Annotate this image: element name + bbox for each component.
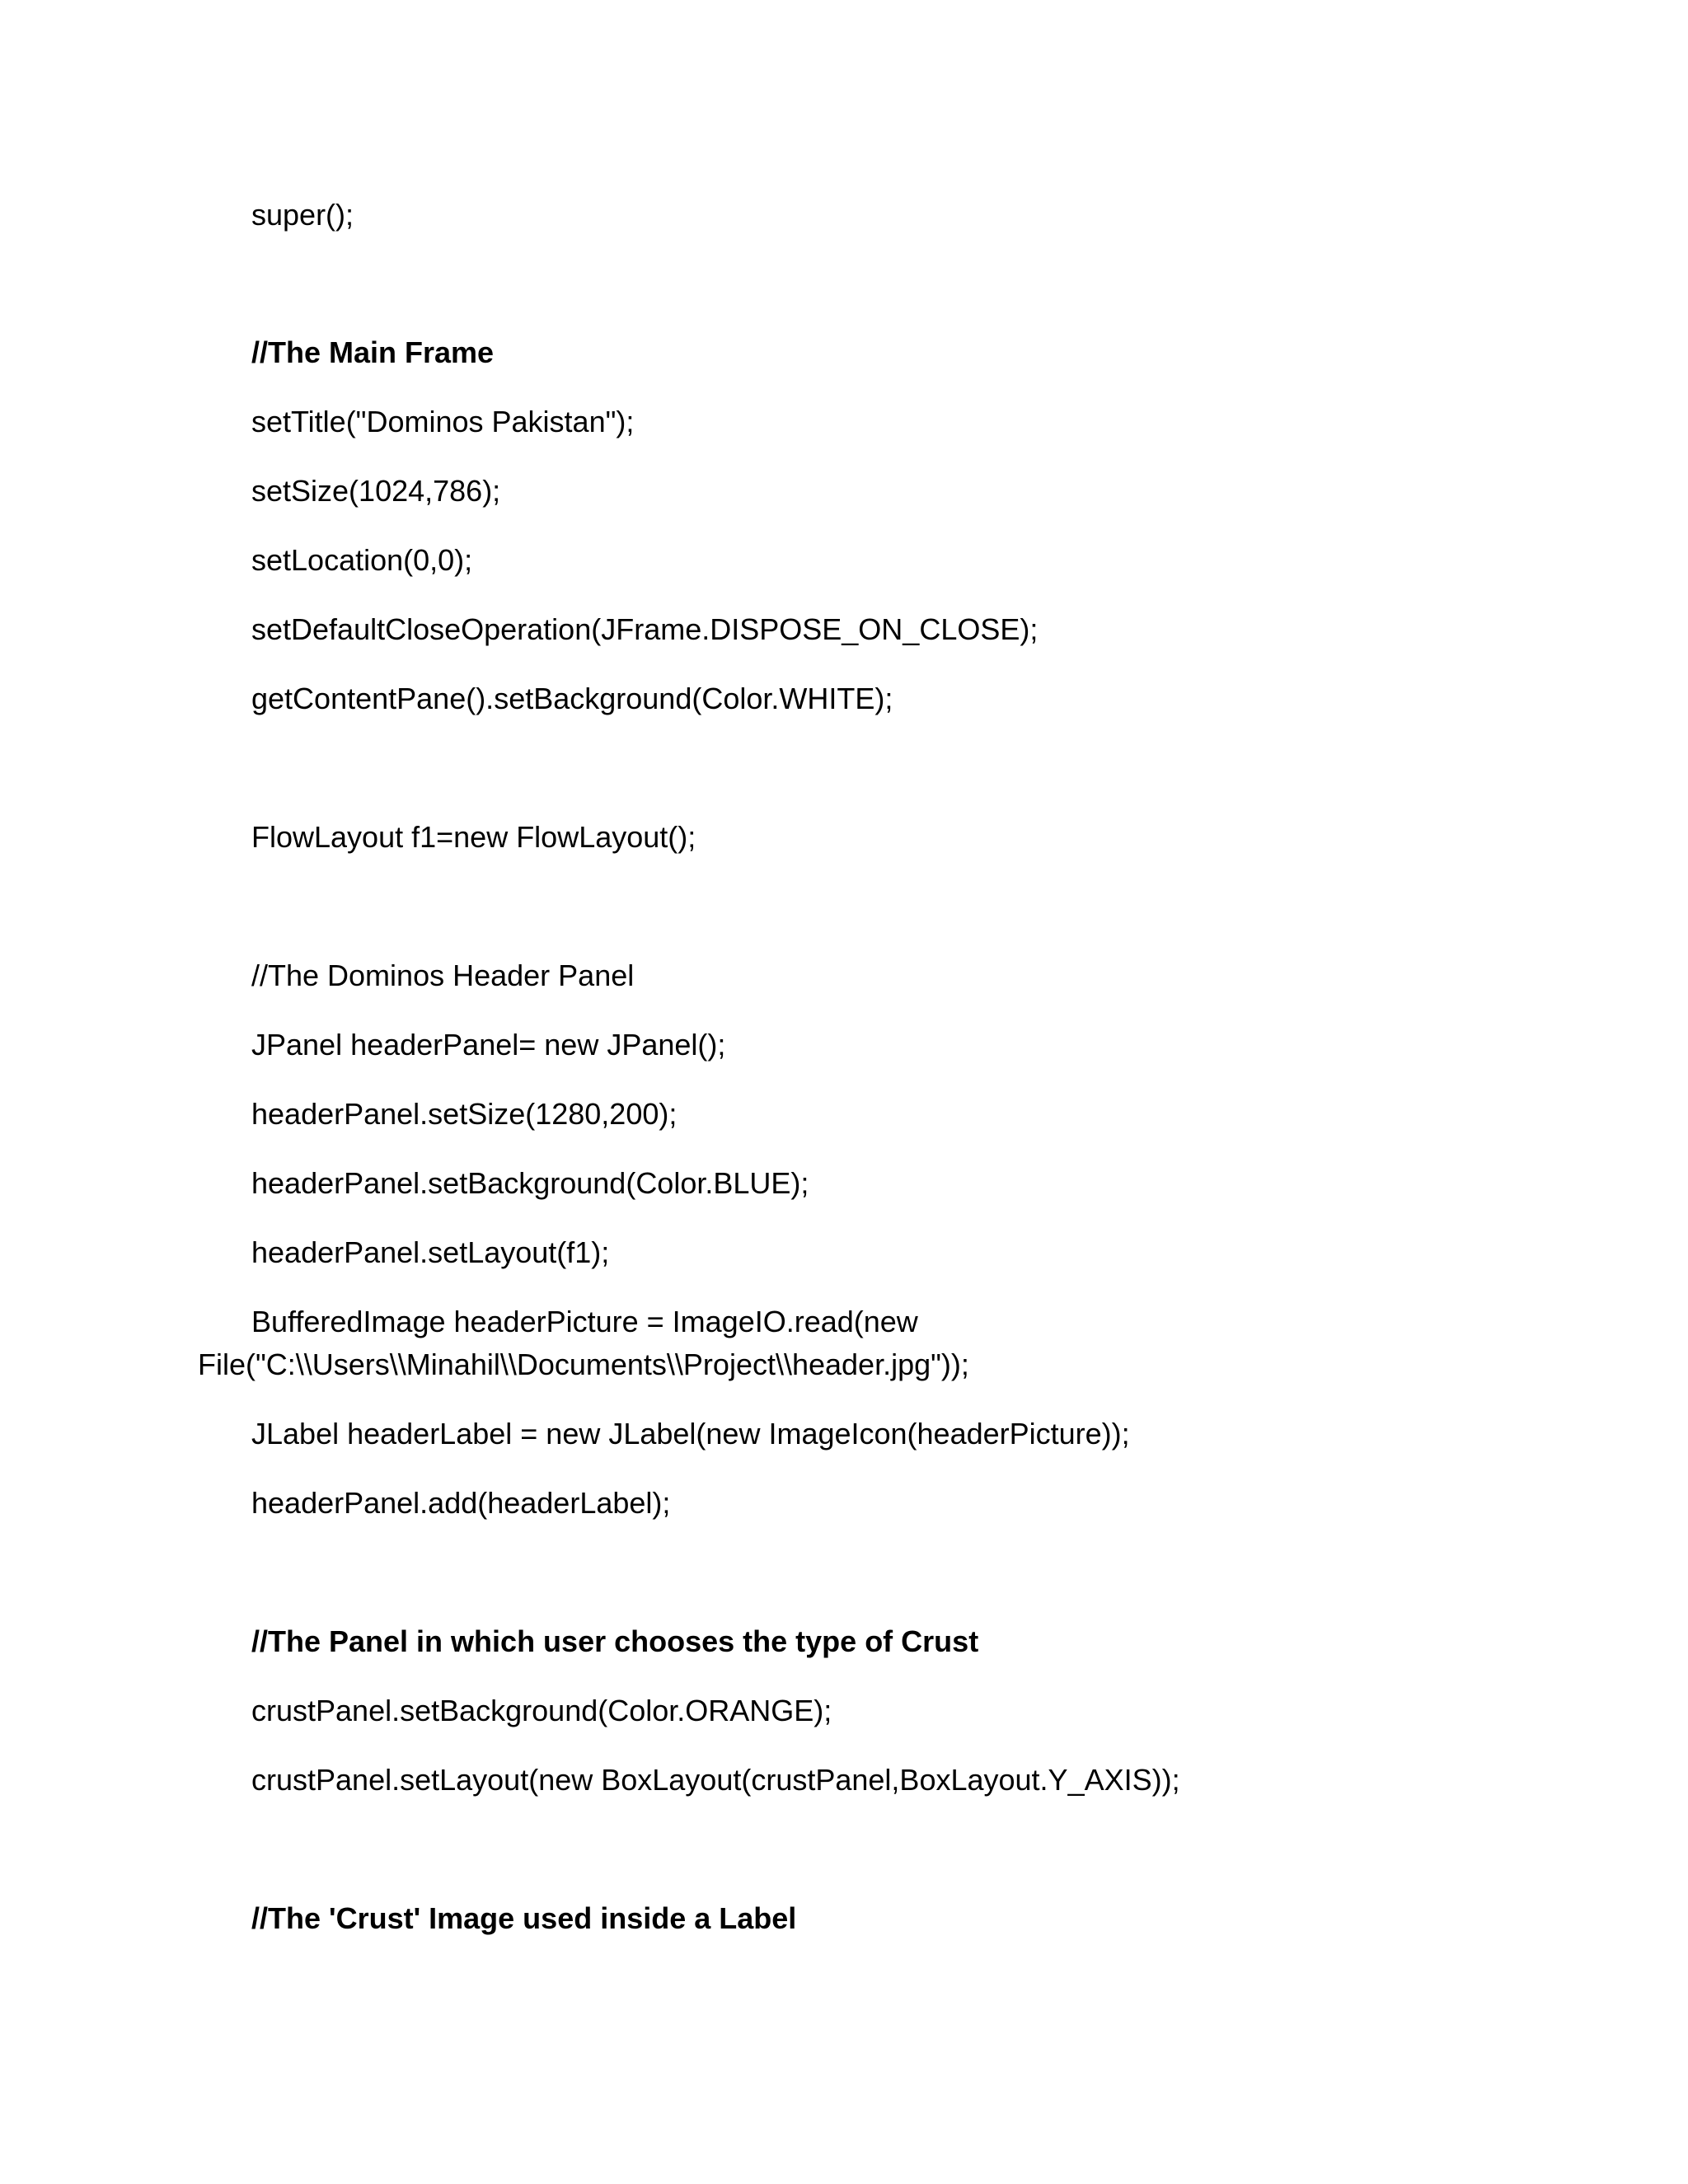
code-line-flow-layout: FlowLayout f1=new FlowLayout(); bbox=[251, 820, 696, 854]
code-line-buffered-image: BufferedImage headerPicture = ImageIO.read(new bbox=[251, 1305, 918, 1338]
comment-crust-image: //The 'Crust' Image used inside a Label bbox=[251, 1901, 797, 1935]
code-line-content-pane: getContentPane().setBackground(Color.WHITE); bbox=[251, 682, 893, 715]
code-line-crust-background: crustPanel.setBackground(Color.ORANGE); bbox=[251, 1694, 832, 1727]
comment-main-frame: //The Main Frame bbox=[251, 335, 495, 369]
code-line-header-size: headerPanel.setSize(1280,200); bbox=[251, 1097, 678, 1131]
comment-header-panel: //The Dominos Header Panel bbox=[251, 958, 635, 992]
code-line-crust-layout: crustPanel.setLayout(new BoxLayout(crustPanel,BoxLayout.Y_AXIS)); bbox=[251, 1763, 1180, 1797]
comment-crust-panel: //The Panel in which user chooses the type of Crust bbox=[251, 1624, 979, 1658]
code-line-file-path: File("C:\\Users\\Minahil\\Documents\\Project\\header.jpg")); bbox=[198, 1347, 969, 1381]
code-line-set-location: setLocation(0,0); bbox=[251, 543, 473, 577]
code-line-header-label: JLabel headerLabel = new JLabel(new ImageIcon(headerPicture)); bbox=[251, 1417, 1130, 1451]
code-line-header-background: headerPanel.setBackground(Color.BLUE); bbox=[251, 1166, 809, 1200]
code-line-super: super(); bbox=[251, 198, 354, 232]
code-line-new-jpanel: JPanel headerPanel= new JPanel(); bbox=[251, 1028, 726, 1062]
code-line-set-size: setSize(1024,786); bbox=[251, 474, 501, 508]
code-line-set-title: setTitle("Dominos Pakistan"); bbox=[251, 405, 635, 438]
code-line-header-add: headerPanel.add(headerLabel); bbox=[251, 1486, 671, 1520]
code-line-default-close: setDefaultCloseOperation(JFrame.DISPOSE_ON_CLOSE); bbox=[251, 612, 1039, 646]
code-line-header-layout: headerPanel.setLayout(f1); bbox=[251, 1235, 610, 1269]
